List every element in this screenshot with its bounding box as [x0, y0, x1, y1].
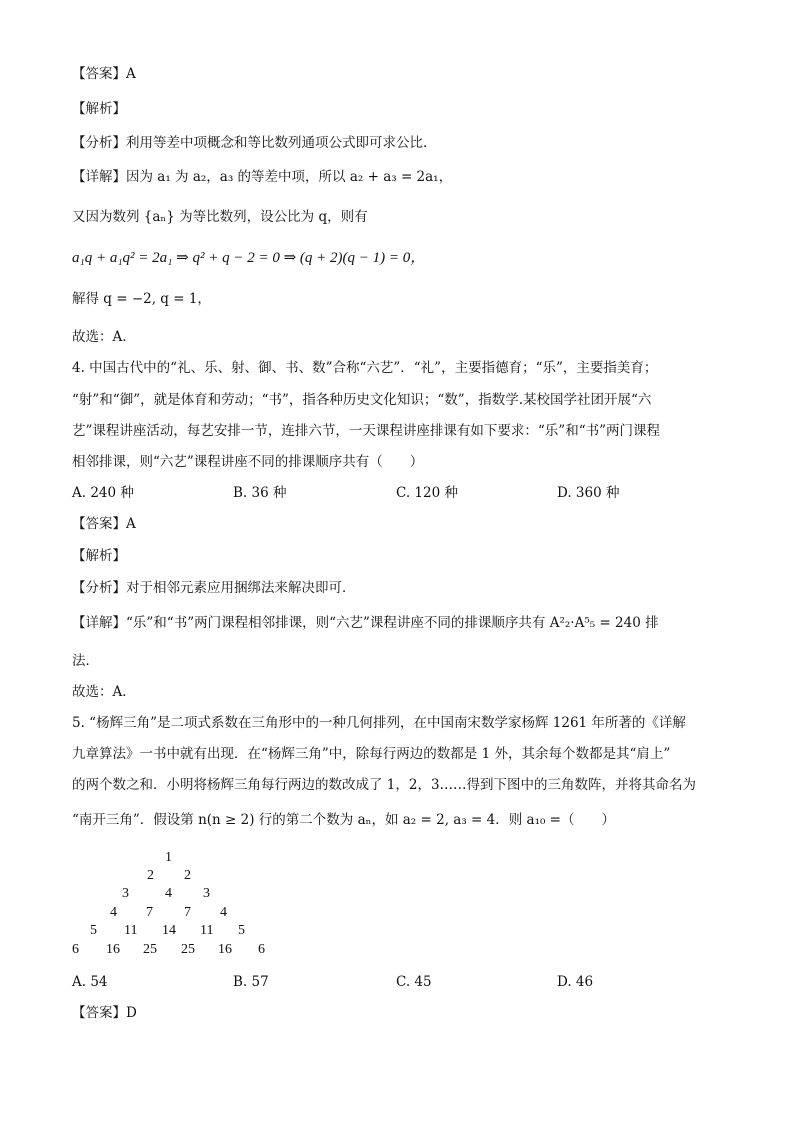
- q5-option-c: C. 45: [396, 974, 432, 990]
- q4-option-d: D. 360 种: [557, 485, 620, 501]
- q4-choose: 故选：A．: [72, 684, 136, 700]
- q4-option-c: C. 120 种: [396, 485, 458, 501]
- q5-stem-2: 九章算法》一书中就有出现．在“杨辉三角”中，除每行两边的数都是 1 外，其余每个数都是其“肩上”: [72, 746, 671, 762]
- triangle-entry: 7: [146, 905, 153, 920]
- q4-stem-4: 相邻排课，则“六艺”课程讲座不同的排课顺序共有（ ）: [72, 454, 424, 470]
- q3-choose: 故选：A.: [72, 329, 127, 345]
- q3-detail-2: 又因为数列 {aₙ} 为等比数列，设公比为 q，则有: [72, 209, 368, 225]
- triangle-entry: 14: [162, 923, 176, 938]
- q4-option-a: A. 240 种: [72, 485, 134, 501]
- triangle-entry: 3: [122, 886, 129, 901]
- q4-detail-2: 法．: [72, 653, 99, 669]
- q3-detail-3-equation: a₁q + a₁q² = 2a₁ ⇒ q² + q − 2 = 0 ⇒ (q + 2)(q − 1) = 0，: [72, 250, 426, 266]
- q3-detail-1: 【详解】因为 a₁ 为 a₂，a₃ 的等差中项，所以 a₂ + a₃ = 2a₁，: [72, 169, 453, 185]
- q5-option-a: A. 54: [72, 974, 108, 990]
- triangle-entry: 2: [147, 868, 154, 883]
- q4-stem-1: 4. 中国古代中的“礼、乐、射、御、书、数”合称“六艺”．“礼”，主要指德育；“乐”，主要指美育；: [72, 360, 658, 376]
- triangle-entry: 4: [220, 905, 227, 920]
- q3-analysis-header: 【解析】: [72, 101, 126, 117]
- q4-stem-3: 艺”课程讲座活动，每艺安排一节，连排六节，一天课程讲座排课有如下要求：“乐”和“书”两门课程: [72, 423, 661, 439]
- q3-analysis: 【分析】利用等差中项概念和等比数列通项公式即可求公比.: [72, 135, 428, 151]
- q4-option-b: B. 36 种: [233, 485, 287, 501]
- triangle-entry: 7: [184, 905, 191, 920]
- q4-detail-1: 【详解】“乐”和“书”两门课程相邻排课，则“六艺”课程讲座不同的排课顺序共有 A²₂·A⁵₅ = 240 排: [72, 615, 659, 631]
- q3-answer: 【答案】A: [72, 66, 136, 82]
- triangle-entry: 3: [203, 886, 210, 901]
- triangle-entry: 11: [124, 923, 138, 938]
- q4-answer: 【答案】A: [72, 516, 136, 532]
- triangle-entry: 5: [90, 923, 97, 938]
- q5-stem-4: “南开三角”．假设第 n(n ≥ 2) 行的第二个数为 aₙ，如 a₂ = 2, a₃ = 4．则 a₁₀ =（ ）: [72, 812, 615, 828]
- q5-option-b: B. 57: [233, 974, 269, 990]
- triangle-entry: 1: [165, 850, 172, 865]
- triangle-entry: 16: [218, 942, 232, 957]
- triangle-entry: 6: [72, 942, 79, 957]
- q5-option-d: D. 46: [557, 974, 594, 990]
- triangle-entry: 5: [238, 923, 245, 938]
- triangle-entry: 2: [184, 868, 191, 883]
- triangle-entry: 11: [200, 923, 214, 938]
- q5-stem-3: 的两个数之和．小明将杨辉三角每行两边的数改成了 1，2，3……得到下图中的三角数阵，并将其命名为: [72, 777, 697, 793]
- q5-answer: 【答案】D: [72, 1005, 137, 1021]
- triangle-entry: 25: [143, 942, 157, 957]
- triangle-entry: 4: [110, 905, 117, 920]
- triangle-entry: 4: [165, 886, 172, 901]
- q5-stem-1: 5. “杨辉三角”是二项式系数在三角形中的一种几何排列，在中国南宋数学家杨辉 1261 年所著的《详解: [72, 715, 686, 731]
- q4-stem-2: “射”和“御”，就是体育和劳动；“书”，指各种历史文化知识；“数”，指数学.某校国学社团开展“六: [72, 392, 652, 408]
- q3-detail-4: 解得 q = −2, q = 1，: [72, 291, 211, 307]
- triangle-entry: 16: [106, 942, 120, 957]
- triangle-entry: 6: [258, 942, 265, 957]
- q4-analysis-header: 【解析】: [72, 548, 126, 564]
- triangle-entry: 25: [181, 942, 195, 957]
- q4-analysis: 【分析】对于相邻元素应用捆绑法来解决即可．: [72, 580, 356, 596]
